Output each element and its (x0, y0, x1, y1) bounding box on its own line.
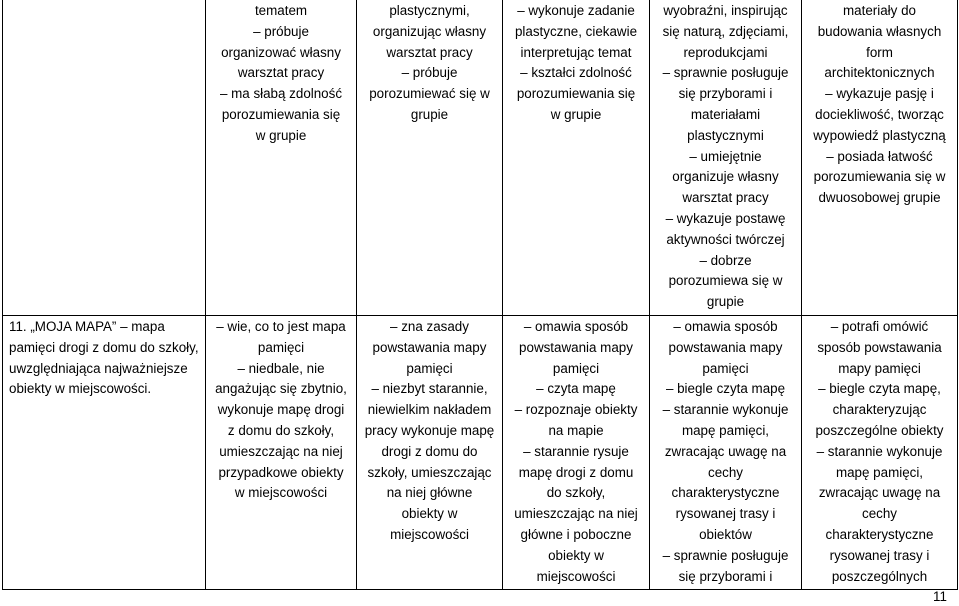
cell-line: – ma słabą zdolność (219, 86, 343, 102)
cell-grade-3 (357, 0, 503, 316)
cell-line: na mapie (548, 422, 604, 438)
cell-line: cechy (862, 506, 897, 522)
cell-line: mapę pamięci, (835, 464, 924, 480)
cell-line: wypowiedź plastyczną (813, 127, 946, 143)
cell-line: – starannie wykonuje (816, 443, 943, 459)
cell-line: mapy pamięci (838, 360, 921, 376)
cell-line: angażując się zbytnio, (215, 381, 347, 397)
cell-line: – sprawnie posługuje (662, 547, 789, 563)
cell-line: porozumiewa się w (668, 273, 783, 289)
cell-line: – starannie rysuje (523, 443, 629, 459)
cell-line: warsztat pracy (237, 65, 325, 81)
cell-line: plastycznymi (687, 127, 764, 143)
cell-line: – wykazuje pasję i (825, 86, 934, 102)
cell-line: reprodukcjami (683, 44, 768, 60)
cell-line: wyobraźni, inspirując (663, 3, 788, 18)
cell-grade-2 (206, 0, 357, 316)
cell-line: plastyczne, ciekawie (514, 23, 638, 39)
cell-line: – dobrze (699, 252, 752, 268)
cell-line: – biegle czyta mapę (665, 381, 786, 397)
cell-line: – kształci zdolność (520, 65, 632, 81)
cell-line: plastycznymi, (389, 3, 470, 18)
cell-line: – próbuje (401, 65, 458, 81)
cell-line: warsztat pracy (386, 44, 473, 60)
cell-line: – wykazuje postawę (665, 210, 786, 226)
cell-line: się przyborami i (678, 568, 773, 584)
cell-line: szkoły, umieszczając (367, 464, 492, 480)
cell-line: w grupie (255, 127, 307, 143)
cell-line: budowania własnych (817, 23, 942, 39)
cell-topic (3, 316, 206, 590)
cell-line: – niezbyt starannie, (371, 381, 488, 397)
cell-line: porozumiewania się (516, 86, 636, 102)
cell-line: obiekty w (548, 547, 604, 563)
cell-grade-6 (802, 316, 958, 590)
cell-grade-6 (802, 0, 958, 316)
cell-line: poszczególnych (831, 568, 928, 584)
cell-topic (3, 0, 206, 316)
cell-line: do szkoły, (546, 485, 606, 501)
cell-line: materiały do (843, 3, 916, 18)
cell-line: – sprawnie posługuje (662, 65, 789, 81)
cell-line: grupie (410, 106, 449, 122)
cell-line: rysowanej trasy i (829, 547, 930, 563)
cell-line: – czyta mapę (536, 381, 616, 397)
cell-line: drogi z domu do (381, 443, 478, 459)
cell-line: charakterystyczne (671, 485, 780, 501)
cell-line: powstawania mapy (372, 339, 487, 355)
cell-line: – posiada łatwość (826, 148, 933, 164)
cell-line: obiektów (699, 526, 752, 542)
cell-line: wykonuje mapę drogi (217, 402, 345, 418)
cell-line: zwracając uwagę na (818, 485, 941, 501)
cell-line: – starannie wykonuje (662, 402, 789, 418)
cell-line: pamięci (552, 360, 600, 376)
cell-line: niewielkim nakładem (367, 402, 492, 418)
page-number: 11 (933, 589, 947, 604)
cell-line: – biegle czyta mapę, (818, 381, 941, 397)
cell-line: na niej główne (386, 485, 473, 501)
cell-line: porozumiewać się w (369, 86, 490, 102)
cell-line: przypadkowe obiekty (218, 464, 344, 480)
cell-line: materiałami (690, 106, 761, 122)
cell-line: – omawia sposób (673, 319, 778, 334)
cell-line: charakterystyczne (825, 526, 934, 542)
cell-line: cechy (708, 464, 743, 480)
cell-line: powstawania mapy (668, 339, 783, 355)
cell-line: pamięci drogi z domu do szkoły, (9, 339, 199, 355)
cell-line: porozumiewania się w (813, 169, 946, 185)
table-row (3, 0, 958, 316)
cell-line: – próbuje (253, 23, 309, 39)
cell-line: miejscowości (536, 568, 616, 584)
cell-line: obiekty w miejscowości. (9, 381, 152, 397)
cell-line: interpretując temat (520, 44, 632, 60)
cell-line: uwzględniająca najważniejsze (9, 360, 188, 376)
cell-line: mapę pamięci, (681, 422, 770, 438)
cell-line: – potrafi omówić (830, 319, 929, 334)
cell-line: tematem (254, 3, 308, 18)
cell-line: pamięci (257, 339, 305, 355)
cell-line: w miejscowości (234, 485, 328, 501)
cell-line: zwracając uwagę na (664, 443, 787, 459)
cell-line: powstawania mapy (519, 339, 633, 355)
cell-grade-5 (650, 0, 802, 316)
cell-line: dwuosobowej grupie (818, 190, 941, 206)
cell-grade-4 (503, 316, 650, 590)
cell-line: charakteryzując (832, 402, 927, 418)
cell-grade-2 (206, 316, 357, 590)
cell-line: aktywności twórczej (666, 231, 785, 247)
cell-line: się przyborami i (678, 86, 773, 102)
cell-line: pracy wykonuje mapę (364, 422, 495, 438)
cell-line: architektonicznych (824, 65, 935, 81)
cell-line: umieszczając na niej (514, 506, 638, 522)
cell-line: – rozpoznaje obiekty (514, 402, 638, 418)
cell-line: – niedbale, nie (237, 360, 325, 376)
cell-line: obiekty w (401, 506, 458, 522)
cell-line: miejscowości (390, 526, 469, 542)
cell-line: – umiejętnie (689, 148, 762, 164)
cell-line: rysowanej trasy i (675, 506, 776, 522)
cell-line: grupie (706, 294, 745, 310)
cell-line: pamięci (406, 360, 453, 376)
cell-line: dociekliwość, tworząc (815, 106, 944, 122)
table-row (3, 316, 958, 590)
cell-line: form (866, 44, 893, 60)
cell-line: w grupie (550, 106, 602, 122)
cell-line: sposób powstawania (817, 339, 942, 355)
cell-line: mapę drogi z domu (518, 464, 634, 480)
cell-line: z domu do szkoły, (227, 422, 335, 438)
cell-line: organizować własny (221, 44, 341, 60)
cell-line: – zna zasady (390, 319, 469, 334)
cell-line: organizuje własny (672, 169, 779, 185)
cell-line: się naturą, zdjęciami, (662, 23, 789, 39)
cell-line: – omawia sposób (523, 319, 629, 334)
cell-grade-3 (357, 316, 503, 590)
cell-grade-5 (650, 316, 802, 590)
cell-line: warsztat pracy (682, 190, 769, 206)
cell-line: organizując własny (372, 23, 487, 39)
grading-table (2, 0, 958, 590)
cell-line: – wie, co to jest mapa (216, 319, 346, 334)
cell-line: główne i poboczne (520, 526, 632, 542)
cell-line: – wykonuje zadanie (517, 3, 635, 18)
cell-line: pamięci (702, 360, 749, 376)
cell-line: porozumiewania się (221, 106, 341, 122)
cell-line: poszczególne obiekty (815, 422, 944, 438)
cell-grade-4 (503, 0, 650, 316)
cell-line: 11. „MOJA MAPA” – mapa (9, 319, 165, 334)
cell-line: umieszczając na niej (219, 443, 343, 459)
